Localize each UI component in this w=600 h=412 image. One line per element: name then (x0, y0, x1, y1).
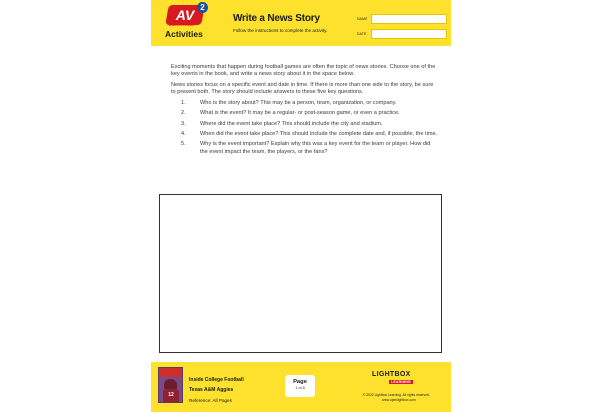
page-indicator (285, 375, 315, 397)
lightbox-logo: LIGHTBOX (372, 371, 411, 378)
cover-helmet-shape (164, 379, 177, 389)
page-title: Write a News Story (233, 13, 320, 24)
page-number: 1 of 8 (295, 386, 305, 390)
series-title: Inside College Football (189, 377, 244, 383)
question-text: When did the event take place? This should include the complete date and, if possible, the time. (200, 131, 438, 138)
website-link[interactable]: www.openlightbox.com (382, 398, 416, 402)
logo-text: AV (175, 7, 195, 23)
copyright-text: © 2022 Lightbox Learning. All rights reserved. (363, 393, 430, 397)
question-number: 5. (181, 141, 186, 148)
reference-text: Reference: All Pages (189, 398, 232, 403)
logo-superscript: 2 (197, 2, 208, 13)
question-item (171, 100, 439, 107)
cover-jersey-number: 12 (168, 392, 174, 398)
question-number: 4. (181, 131, 186, 138)
date-field[interactable] (371, 29, 447, 39)
book-cover-image (158, 367, 183, 403)
name-label: NAME (357, 17, 368, 21)
instructions (171, 64, 439, 159)
lightbox-learning-tag: LEARNING (391, 380, 411, 384)
header-bar (151, 0, 451, 46)
page-subtitle: Follow the instructions to complete the activity. (233, 28, 328, 33)
page-label: Page (293, 379, 307, 385)
logo-subtext: AUDIOVISUAL (169, 23, 195, 27)
av2-logo (161, 5, 211, 41)
footer-bar (151, 362, 451, 412)
book-title: Texas A&M Aggies (189, 387, 234, 393)
question-item (171, 131, 439, 138)
question-text: Who is the story about? This may be a person, team, organization, or company. (200, 100, 397, 107)
question-number: 1. (181, 100, 186, 107)
question-number: 3. (181, 120, 186, 127)
intro-paragraph-2: News stories focus on a specific event and date in time. If there is more than one side to the story, be sure to present both. The story should include answers to these five key questions. (171, 82, 434, 96)
cover-title-band (159, 368, 182, 377)
question-text: What is the event? It may be a regular- or post-season game, or even a practice. (200, 110, 400, 117)
name-field[interactable] (371, 14, 447, 24)
question-item (171, 121, 439, 128)
activities-label: Activities (165, 29, 203, 39)
question-text: Why is the event important? Explain why this was a key event for the team or player. How did the event impact the team, the players, or the fans? (200, 141, 431, 155)
worksheet-page (151, 0, 451, 412)
intro-paragraph-1: Exciting moments that happen during football games are often the topic of news stories. Choose one of the key events in the book, and write a news story about it in the space below. (171, 64, 436, 78)
question-number: 2. (181, 110, 186, 117)
answer-writing-box[interactable] (159, 194, 442, 353)
date-label: DATE (357, 32, 367, 36)
question-text: Where did the event take place? This should include the city and stadium. (200, 120, 383, 127)
question-list (171, 100, 439, 156)
question-item (171, 110, 439, 117)
question-item (171, 141, 439, 156)
